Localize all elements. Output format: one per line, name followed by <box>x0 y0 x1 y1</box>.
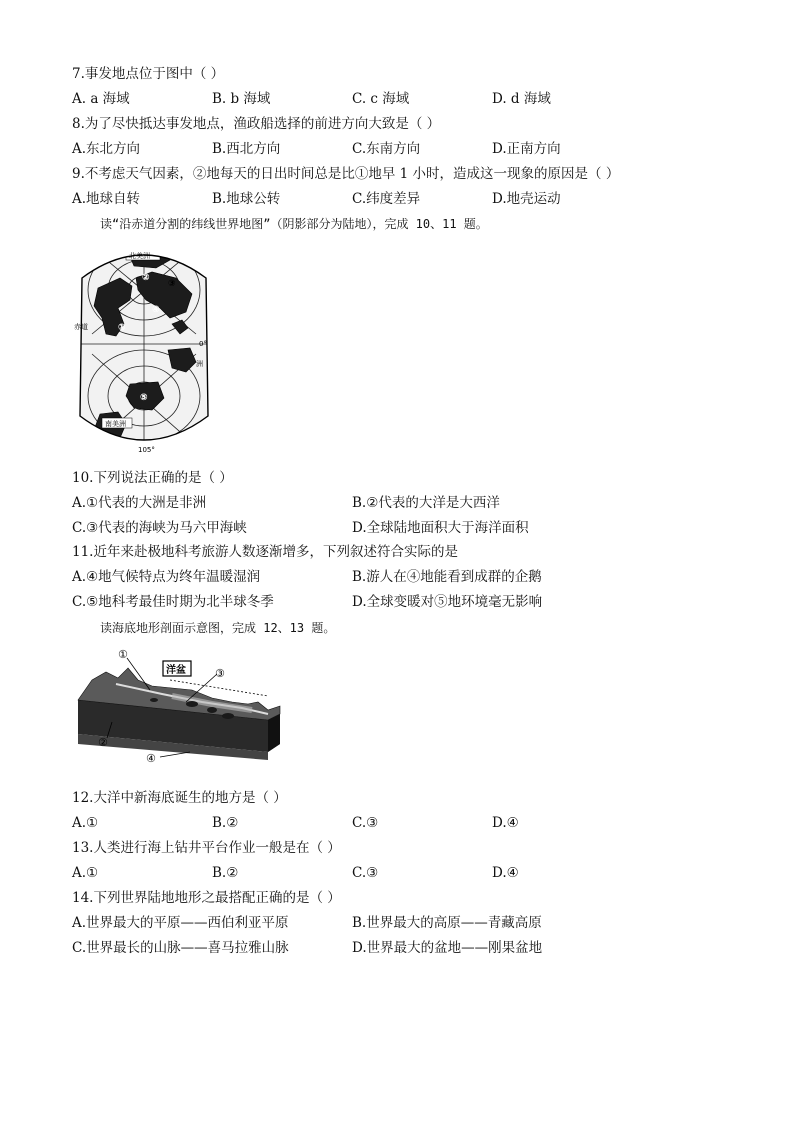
q9-option-a: A.地球自转 <box>72 191 141 207</box>
q12-option-b: B.② <box>212 815 239 831</box>
q11-option-d: D.全球变暖对⑤地环境毫无影响 <box>352 594 543 610</box>
seafloor-label-basin: 洋盆 <box>166 665 186 676</box>
map-label-equator: 赤道 <box>74 323 88 331</box>
q11-option-c: C.⑤地科考最佳时期为北半球冬季 <box>72 594 274 610</box>
q12-stem: 12.大洋中新海底诞生的地方是（ ） <box>72 790 287 806</box>
seafloor-marker-3: ③ <box>215 667 225 680</box>
map-marker-1: ① <box>118 323 126 333</box>
q8-option-a: A.东北方向 <box>72 141 141 157</box>
intro-seafloor-question: 读海底地形剖面示意图，完成 12、13 题。 <box>100 621 336 635</box>
q8-option-d: D.正南方向 <box>492 141 561 157</box>
q13-option-a: A.① <box>72 865 99 881</box>
seafloor-marker-1: ① <box>118 648 128 661</box>
q10-option-d: D.全球陆地面积大于海洋面积 <box>352 520 529 536</box>
q10-stem: 10.下列说法正确的是（ ） <box>72 470 233 486</box>
q14-stem: 14.下列世界陆地地形之最搭配正确的是（ ） <box>72 890 341 906</box>
q13-stem: 13.人类进行海上钻井平台作业一般是在（ ） <box>72 840 341 856</box>
q14-option-b: B.世界最大的高原——青藏高原 <box>352 915 542 931</box>
map-label-105-degree: 105° <box>138 446 155 454</box>
seafloor-profile-figure <box>72 644 284 768</box>
q7-stem: 7.事发地点位于图中（ ） <box>72 66 225 82</box>
q12-option-c: C.③ <box>352 815 379 831</box>
q14-option-c: C.世界最长的山脉——喜马拉雅山脉 <box>72 940 289 956</box>
q12-option-a: A.① <box>72 815 99 831</box>
q9-stem: 9.不考虑天气因素，②地每天的日出时间总是比①地早 1 小时，造成这一现象的原因是（ ） <box>72 166 620 182</box>
q11-option-b: B.游人在④地能看到成群的企鹅 <box>352 569 542 585</box>
q12-option-d: D.④ <box>492 815 519 831</box>
seafloor-marker-2: ② <box>98 736 108 749</box>
q14-option-a: A.世界最大的平原——西伯利亚平原 <box>72 915 289 931</box>
q10-option-c: C.③代表的海峡为马六甲海峡 <box>72 520 247 536</box>
q7-option-c: C. c 海域 <box>352 91 410 107</box>
q10-option-b: B.②代表的大洋是大西洋 <box>352 495 500 511</box>
q9-option-b: B.地球公转 <box>212 191 281 207</box>
map-marker-3: ③ <box>168 279 176 289</box>
intro-map-question: 读“沿赤道分割的纬线世界地图”（阴影部分为陆地），完成 10、11 题。 <box>100 217 488 231</box>
map-label-zero-degree: 0° <box>199 340 207 348</box>
map-label-north-america: 北美洲 <box>129 252 150 260</box>
q13-option-b: B.② <box>212 865 239 881</box>
q8-stem: 8.为了尽快抵达事发地点，渔政船选择的前进方向大致是（ ） <box>72 116 441 132</box>
q9-option-c: C.纬度差异 <box>352 191 421 207</box>
q8-option-c: C.东南方向 <box>352 141 421 157</box>
q13-option-d: D.④ <box>492 865 519 881</box>
q13-option-c: C.③ <box>352 865 379 881</box>
q10-option-a: A.①代表的大洲是非洲 <box>72 495 207 511</box>
map-marker-4: ④ <box>152 305 160 315</box>
map-label-south-america: 南美洲 <box>105 420 126 428</box>
map-marker-5: ⑤ <box>140 393 148 403</box>
q7-option-a: A. a 海域 <box>72 91 130 107</box>
q14-option-d: D.世界最大的盆地——刚果盆地 <box>352 940 543 956</box>
q7-option-b: B. b 海域 <box>212 91 271 107</box>
map-marker-2: ② <box>142 273 150 283</box>
q11-stem: 11.近年来赴极地科考旅游人数逐渐增多，下列叙述符合实际的是 <box>72 544 458 560</box>
q8-option-b: B.西北方向 <box>212 141 281 157</box>
seafloor-marker-4: ④ <box>146 752 156 765</box>
q7-option-d: D. d 海域 <box>492 91 551 107</box>
map-label-australia: 洲 <box>196 360 203 368</box>
q9-option-d: D.地壳运动 <box>492 191 561 207</box>
world-map-figure <box>72 238 216 456</box>
q11-option-a: A.④地气候特点为终年温暖湿润 <box>72 569 261 585</box>
